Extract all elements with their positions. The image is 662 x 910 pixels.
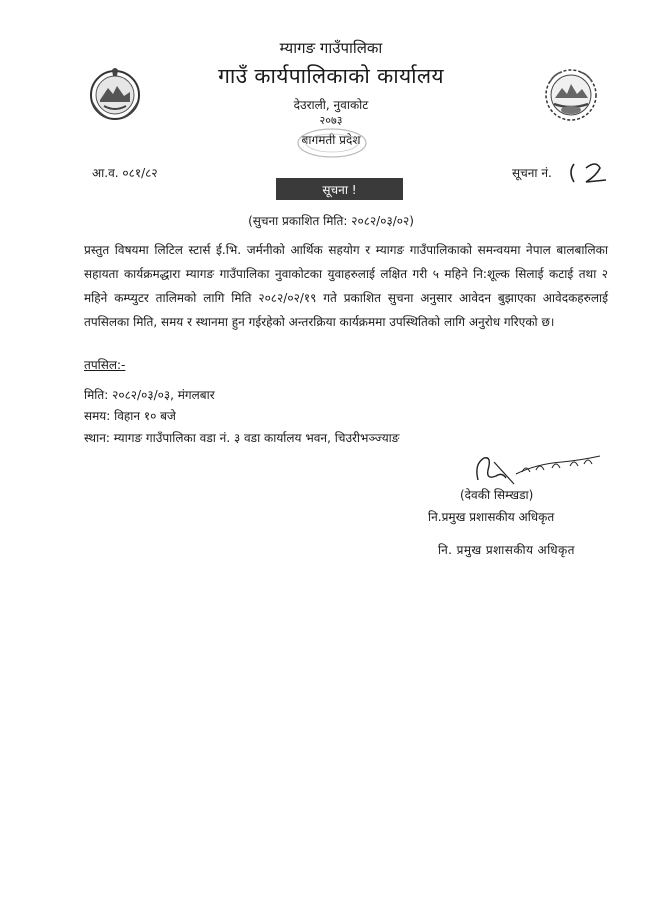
publish-date: (सुचना प्रकाशित मिति: २०८२/०३/०२) — [248, 214, 414, 228]
details-time: समय: विहान १० बजे — [84, 409, 176, 423]
office-name: गाउँ कार्यपालिकाको कार्यालय — [218, 64, 444, 88]
details-date: मिति: २०८२/०३/०३, मंगलबार — [84, 388, 215, 402]
details-heading: तपसिल:- — [84, 358, 126, 372]
notice-body: प्रस्तुत विषयमा लिटिल स्टार्स ई.भि. जर्मनीको आर्थिक सहयोग र म्यागङ गाउँपालिकाको समन्वयमा नेपाल बालबालिका सहायता कार्यक्रमद्धारा म्यागङ गाउँपालिका नुवाकोटका युवाहरुलाई लक्षित गरी ५ महिने नि:शूल्क सिलाई कटाई तथा २ महिने कम्प्युटर तालिमको लागि मिति २०८२/०२/१९ गते प्रकाशित सुचना अनुसार आवेदन बुझाएका आवेदकहरुलाई तपसिलका मिति, समय र स्थानमा हुन गईरहेको अन्तरक्रिया कार्यक्रममा उपस्थितिको लागि अनुरोध गरिएको छ। — [84, 243, 608, 329]
municipality-name: म्यागङ गाउँपालिका — [279, 39, 383, 57]
notice-number-label: सूचना नं. — [512, 166, 552, 180]
notice-title: सूचना ! — [276, 178, 403, 200]
established-year: २०७३ — [319, 114, 343, 127]
fiscal-year: आ.व. ०८१/८२ — [92, 166, 158, 180]
signatory-name: (देवकी सिम्खडा) — [460, 488, 534, 502]
signatory-stamp: नि. प्रमुख प्रशासकीय अधिकृत — [438, 543, 575, 557]
signatory-title: नि.प्रमुख प्रशासकीय अधिकृत — [428, 510, 555, 524]
office-address: देउराली, नुवाकोट — [293, 98, 369, 112]
province-name: बागमती प्रदेश — [301, 133, 361, 147]
office-stamp-icon — [292, 126, 372, 160]
details-place: स्थान: म्यागङ गाउँपालिका वडा नं. ३ वडा कार्यालय भवन, चिउरीभञ्ज्याङ — [84, 431, 400, 445]
notice-number-handwritten — [566, 158, 618, 186]
